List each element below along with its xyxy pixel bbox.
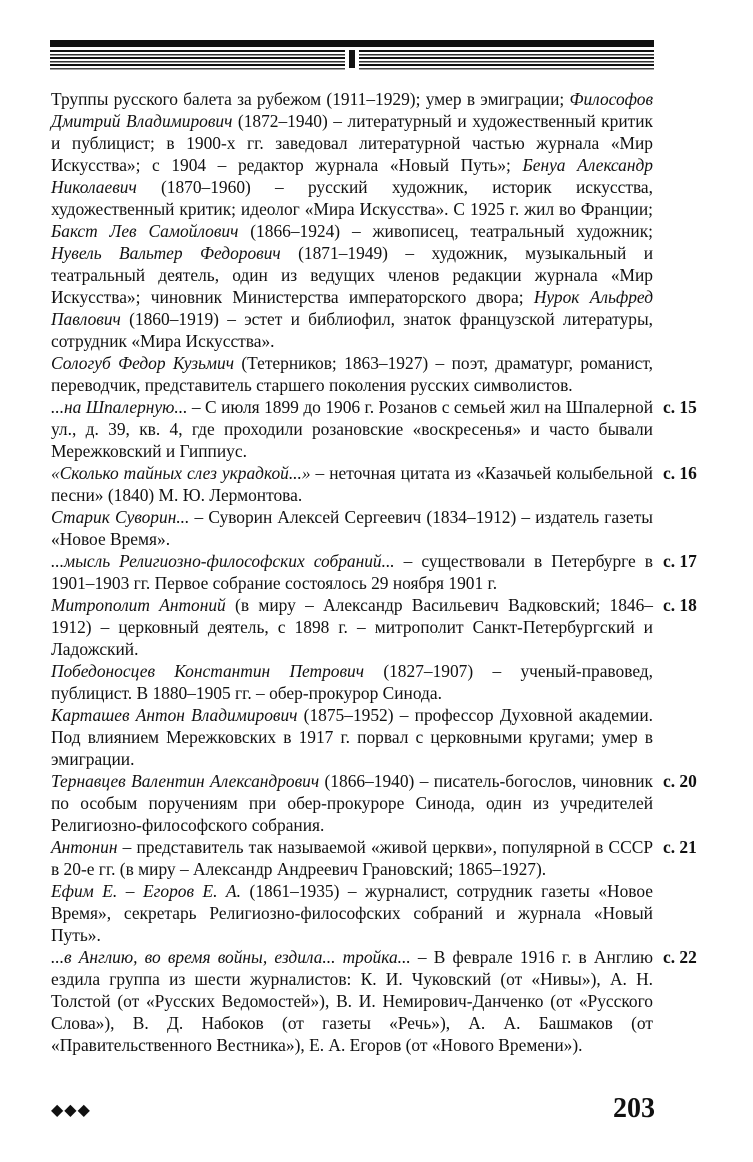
- note-text: [51, 595, 653, 659]
- note-entry: [51, 594, 697, 660]
- page-reference: с. 20: [663, 771, 697, 791]
- note-entry: [51, 946, 697, 1056]
- note-term: Карташев Антон Владимирович: [51, 705, 298, 725]
- note-term: Нурок Альфред Павлович: [51, 287, 654, 329]
- note-description: – представитель так называемой «живой церкви», популярной в СССР в 20-е гг. (в миру – Александр Андреевич Грановский; 1865–1927).: [51, 837, 653, 879]
- note-text: [51, 89, 653, 351]
- page-reference: с. 16: [663, 463, 697, 483]
- page-reference: с. 18: [663, 595, 697, 615]
- note-entry: [51, 396, 697, 462]
- note-description: – С июля 1899 до 1906 г. Розанов с семьей жил на Шпалерной ул., д. 39, кв. 4, где проходили розановские «воскресенья» и часто бывали Мережковский и Гиппиус.: [51, 397, 653, 461]
- note-term: «Сколько тайных слез украдкой...»: [51, 463, 311, 483]
- note-description: – существовали в Петербурге в 1901–1903 гг. Первое собрание состоялось 29 ноября 1901 г.: [51, 551, 653, 593]
- note-term: Ефим Е. – Егоров Е. А.: [51, 881, 242, 901]
- note-term: Тернавцев Валентин Александрович: [51, 771, 320, 791]
- note-description: (Тетерников; 1863–1927) – поэт, драматург, романист, переводчик, представитель старшего поколения русских символистов.: [51, 353, 653, 395]
- note-description: (1875–1952) – профессор Духовной академии. Под влиянием Мережковских в 1917 г. порвал с церковными кругами; умер в эмиграции.: [51, 705, 653, 769]
- note-term: Философов Дмитрий Владимирович: [51, 89, 653, 131]
- page-reference: с. 21: [663, 837, 697, 857]
- note-text: [51, 661, 653, 703]
- note-text: [51, 507, 653, 549]
- note-term: Нувель Вальтер Федорович: [51, 243, 281, 263]
- header-ornament: [50, 40, 654, 70]
- note-term: Митрополит Антоний: [51, 595, 226, 615]
- page-reference: с. 15: [663, 397, 697, 417]
- note-text: [51, 353, 653, 395]
- note-term: ...мысль Религиозно-философских собраний...: [51, 551, 395, 571]
- note-description: – Суворин Алексей Сергеевич (1834–1912) – издатель газеты «Новое Время».: [51, 507, 653, 549]
- note-description: (1860–1919) – эстет и библиофил, знаток французской литературы, сотрудник «Мира Искусства».: [51, 309, 653, 351]
- note-term: Бакст Лев Самойлович: [51, 221, 239, 241]
- note-description: (1861–1935) – журналист, сотрудник газеты «Новое Время», секретарь Религиозно-философских собраний и журнала «Новый Путь».: [51, 881, 653, 945]
- page-number: 203: [613, 1093, 655, 1124]
- note-description: Труппы русского балета за рубежом (1911–1929); умер в эмиграции;: [51, 89, 570, 109]
- note-text: [51, 463, 653, 505]
- note-description: (1871–1949) – художник, музыкальный и театральный деятель, один из ведущих членов редакции журнала «Мир Искусства»; чиновник Министерства императорского двора;: [51, 243, 654, 307]
- note-entry: [51, 88, 653, 352]
- note-term: Бенуа Александр Николаевич: [51, 155, 653, 197]
- page-reference: с. 17: [663, 551, 697, 571]
- note-entry: [51, 880, 653, 946]
- note-term: Сологуб Федор Кузьмич: [51, 353, 234, 373]
- note-description: (1866–1924) – живописец, театральный художник;: [238, 221, 653, 241]
- note-description: – В феврале 1916 г. в Англию ездила группа из шести журналистов: К. И. Чуковский (от «Нивы»), А. Н. Толстой (от «Русских Ведомостей»), В. И. Немирович-Данченко (от «Русского Слова»), В. Д. Набоков (от газеты «Речь»), А. А. Башмаков (от «Правительственного Вестника»), Е. А. Егоров (от «Нового Времени»).: [51, 947, 654, 1055]
- note-entry: [51, 660, 653, 704]
- note-text: [51, 551, 653, 593]
- note-term: Антонин: [51, 837, 118, 857]
- note-text: [51, 771, 653, 835]
- note-entry: [51, 506, 653, 550]
- note-entry: [51, 704, 653, 770]
- note-description: (1872–1940) – литературный и художественный критик и публицист; в 1900-х гг. заведовал литературной частью журнала «Мир Искусства»; с 1904 – редактор журнала «Новый Путь»;: [51, 111, 653, 175]
- note-text: [51, 397, 653, 461]
- note-term: ...на Шпалерную...: [51, 397, 188, 417]
- note-term: ...в Англию, во время войны, ездила... тройка...: [51, 947, 411, 967]
- note-entry: [51, 462, 697, 506]
- note-term: Старик Суворин...: [51, 507, 190, 527]
- note-description: (1827–1907) – ученый-правовед, публицист. В 1880–1905 гг. – обер-прокурор Синода.: [51, 661, 654, 703]
- note-entry: [51, 836, 697, 880]
- note-description: (в миру – Александр Васильевич Вадковский; 1846–1912) – церковный деятель, с 1898 г. – митрополит Санкт-Петербургский и Ладожский.: [51, 595, 654, 659]
- note-description: (1866–1940) – писатель-богослов, чиновник по особым поручениям при обер-прокуроре Синода, один из учредителей Религиозно-философского собрания.: [51, 771, 653, 835]
- note-term: Победоносцев Константин Петрович: [51, 661, 365, 681]
- note-entry: [51, 770, 697, 836]
- note-entry: [51, 352, 653, 396]
- notes-body: [51, 88, 697, 1056]
- footer-ornament: ◆◆◆: [51, 1102, 91, 1119]
- note-text: [51, 881, 653, 945]
- note-entry: [51, 550, 697, 594]
- note-description: – неточная цитата из «Казачьей колыбельной песни» (1840) М. Ю. Лермонтова.: [51, 463, 653, 505]
- page-reference: с. 22: [663, 947, 697, 967]
- note-description: (1870–1960) – русский художник, историк искусства, художественный критик; идеолог «Мира Искусства». С 1925 г. жил во Франции;: [51, 177, 653, 219]
- note-text: [51, 705, 653, 769]
- note-text: [51, 837, 653, 879]
- note-text: [51, 947, 653, 1055]
